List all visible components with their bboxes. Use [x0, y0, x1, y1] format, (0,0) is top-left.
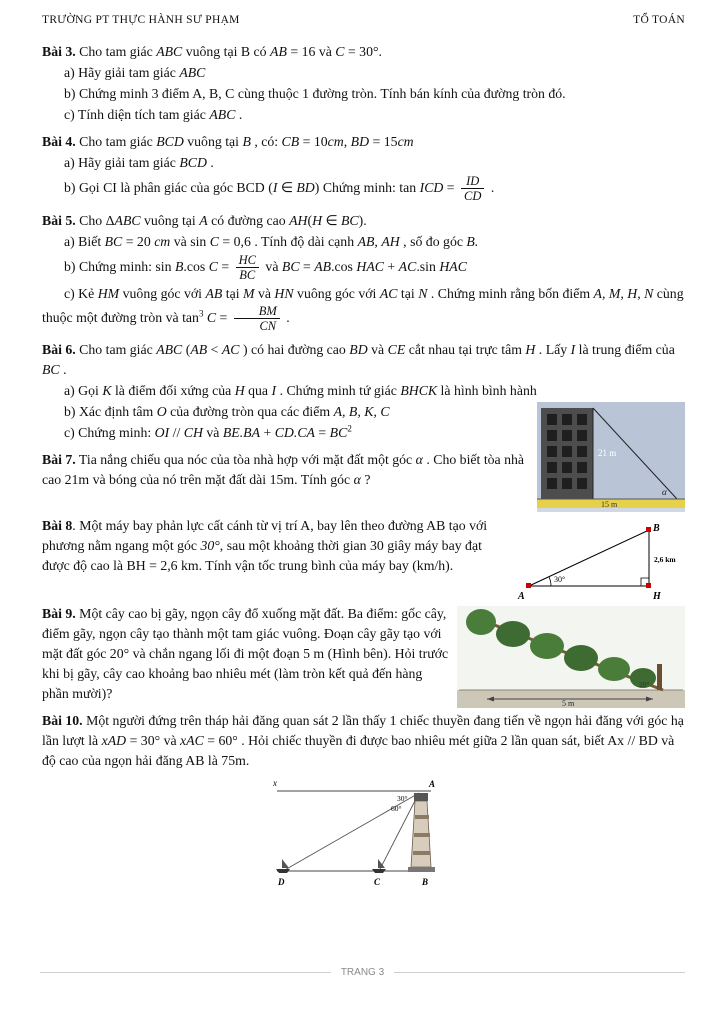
angle-arc	[549, 577, 551, 586]
shadow-length-label: 15 m	[601, 500, 618, 510]
problem-3-statement: Bài 3. Cho tam giác ABC vuông tại B có AB = 16 và C = 30°.	[42, 44, 382, 59]
page-header	[42, 14, 685, 26]
footer-rule-left	[40, 972, 331, 973]
vertex-b-dot	[646, 527, 651, 532]
point-a-label: A	[518, 591, 525, 603]
point-a-label: A	[428, 779, 435, 790]
problem-4-statement: Bài 4. Cho tam giác BCD vuông tại B , có: CB = 10cm, BD = 15cm	[42, 134, 414, 149]
altitude-label: 2,6 km	[654, 555, 676, 565]
takeoff-angle-label: 30°	[554, 575, 566, 585]
problem-6-item-a: a) Gọi K là điểm đối xứng của H qua I . Chứng minh tứ giác BHCK là hình bình hành	[64, 383, 537, 399]
problem-3-item-a: a) Hãy giải tam giác ABC	[64, 65, 206, 80]
point-d-label: D	[277, 877, 284, 888]
worksheet-body	[42, 42, 685, 896]
lighthouse-base	[408, 867, 435, 872]
vertex-a-dot	[526, 583, 531, 588]
problem-5-item-a: a) Biết BC = 20 cm và sin C = 0,6 . Tính độ dài cạnh AB, AH , số đo góc B.	[64, 233, 479, 249]
department-name: TỔ TOÁN	[633, 14, 685, 26]
problem-4-item-a: a) Hãy giải tam giác BCD .	[64, 155, 214, 170]
problem-4-item-b: b) Gọi CI là phân giác của góc BCD (I ∈ BD) Chứng minh: tan ICD = $\frac{ID}{CD}$ .	[64, 174, 495, 204]
page-footer	[40, 967, 685, 978]
problem-8-block	[42, 516, 685, 603]
figure-fallen-tree	[457, 606, 685, 708]
point-h-label: H	[653, 591, 661, 603]
ray-x-label: x	[272, 778, 277, 789]
problem-5-item-b: b) Chứng minh: sin B.cos C = $\frac{HC}{BC}$ và BC = AB.cos HAC + AC.sin HAC	[64, 252, 467, 283]
school-name: TRƯỜNG PT THỰC HÀNH SƯ PHẠM	[42, 14, 240, 26]
problem-6-item-c: c) Chứng minh: OI // CH và $BE.BA + CD.CA = BC^2$	[64, 423, 352, 441]
problem-5-item-c: c) Kẻ HM vuông góc với AB tại M và HN vuông góc với AC tại N . Chứng minh rằng bốn điểm A, M, H, N cùng thuộc một đường tròn và $\tan^3 C$ = $\frac{BM}{CN}$ .	[42, 285, 684, 333]
figure-building-shadow	[537, 402, 685, 512]
point-c-label: C	[373, 877, 380, 888]
airplane-triangle-illustration	[517, 518, 685, 602]
problem-7-statement: Bài 7. Tia nắng chiếu qua nóc của tòa nhà hợp với mặt đất một góc α . Cho biết tòa nhà cao 21m và bóng của nó trên mặt đất dài 15m. Tính góc α ?	[42, 452, 525, 488]
problem-10-statement: Bài 10. Một người đứng trên tháp hải đăng quan sát 2 lần thấy 1 chiếc thuyền đang tiến về ngọn hải đăng với góc hạ lần lượt là xAD = 30° và xAC = 60° . Hỏi chiếc thuyền đi được bao nhiêu mét giữa 2 lần quan sát, biết Ax // BD và độ cao của ngọn hải đăng AB là 75m.	[42, 713, 684, 769]
figure-lighthouse	[42, 775, 685, 896]
problem-5-statement: Bài 5. Cho ΔABC vuông tại A có đường cao AH(H ∈ BC).	[42, 212, 367, 228]
path-span-label: 5 m	[562, 699, 575, 709]
lighthouse-lantern	[414, 793, 428, 801]
point-b-label: B	[421, 877, 428, 888]
building-height-label: 21 m	[598, 448, 617, 459]
boat-at-d	[276, 859, 290, 873]
building-shadow-illustration	[537, 402, 685, 512]
problem-6-item-b: b) Xác định tâm O của đường tròn qua các điểm A, B, K, C	[64, 404, 390, 420]
alpha-angle-label: α	[662, 487, 667, 498]
problem-8-statement: Bài 8. Một máy bay phản lực cất cánh từ vị trí A, bay lên theo đường AB tạo với phương nằm ngang một góc 30°, sau một khoảng thời gian 30 giây máy bay đạt được độ cao là BH = 2,6 km. Tính vận tốc trung bình của máy bay (km/h).	[42, 518, 488, 574]
tree-stump	[657, 664, 662, 690]
footer-rule-right	[394, 972, 685, 973]
problem-3-item-b: b) Chứng minh 3 điểm A, B, C cùng thuộc 1 đường tròn. Tính bán kính của đường tròn đó.	[64, 86, 566, 101]
depression-angle-60-label: 60°	[390, 804, 401, 814]
figure-airplane-triangle	[517, 518, 685, 602]
problem-3-item-c: c) Tính diện tích tam giác ABC .	[64, 107, 243, 122]
problem-9-statement: Bài 9. Một cây cao bị gãy, ngọn cây đổ xuống mặt đất. Ba điểm: gốc cây, điểm gãy, ngọn cây tạo thành một tam giác vuông. Đoạn cây gãy tạo với mặt đất góc 20° và chắn ngang lối đi một đoạn 5 m (Hình bên). Hỏi trước khi bị gãy, cây cao khoảng bao nhiêu mét (làm tròn kết quả đến hàng phần mười)?	[42, 606, 449, 702]
problem-6-statement: Bài 6. Cho tam giác ABC (AB < AC ) có hai đường cao BD và CE cắt nhau tại trực tâm H . Lấy I là trung điểm của BC .	[42, 342, 675, 378]
fallen-tree-illustration	[457, 606, 685, 708]
lighthouse-illustration	[269, 775, 459, 890]
problem-9-block	[42, 604, 685, 709]
depression-angle-30-label: 30°	[396, 794, 407, 804]
vertex-h-dot	[646, 583, 651, 588]
page-number-label: TRANG 3	[340, 967, 385, 978]
break-angle-label: 20°	[639, 680, 650, 690]
point-b-label: B	[653, 523, 660, 535]
